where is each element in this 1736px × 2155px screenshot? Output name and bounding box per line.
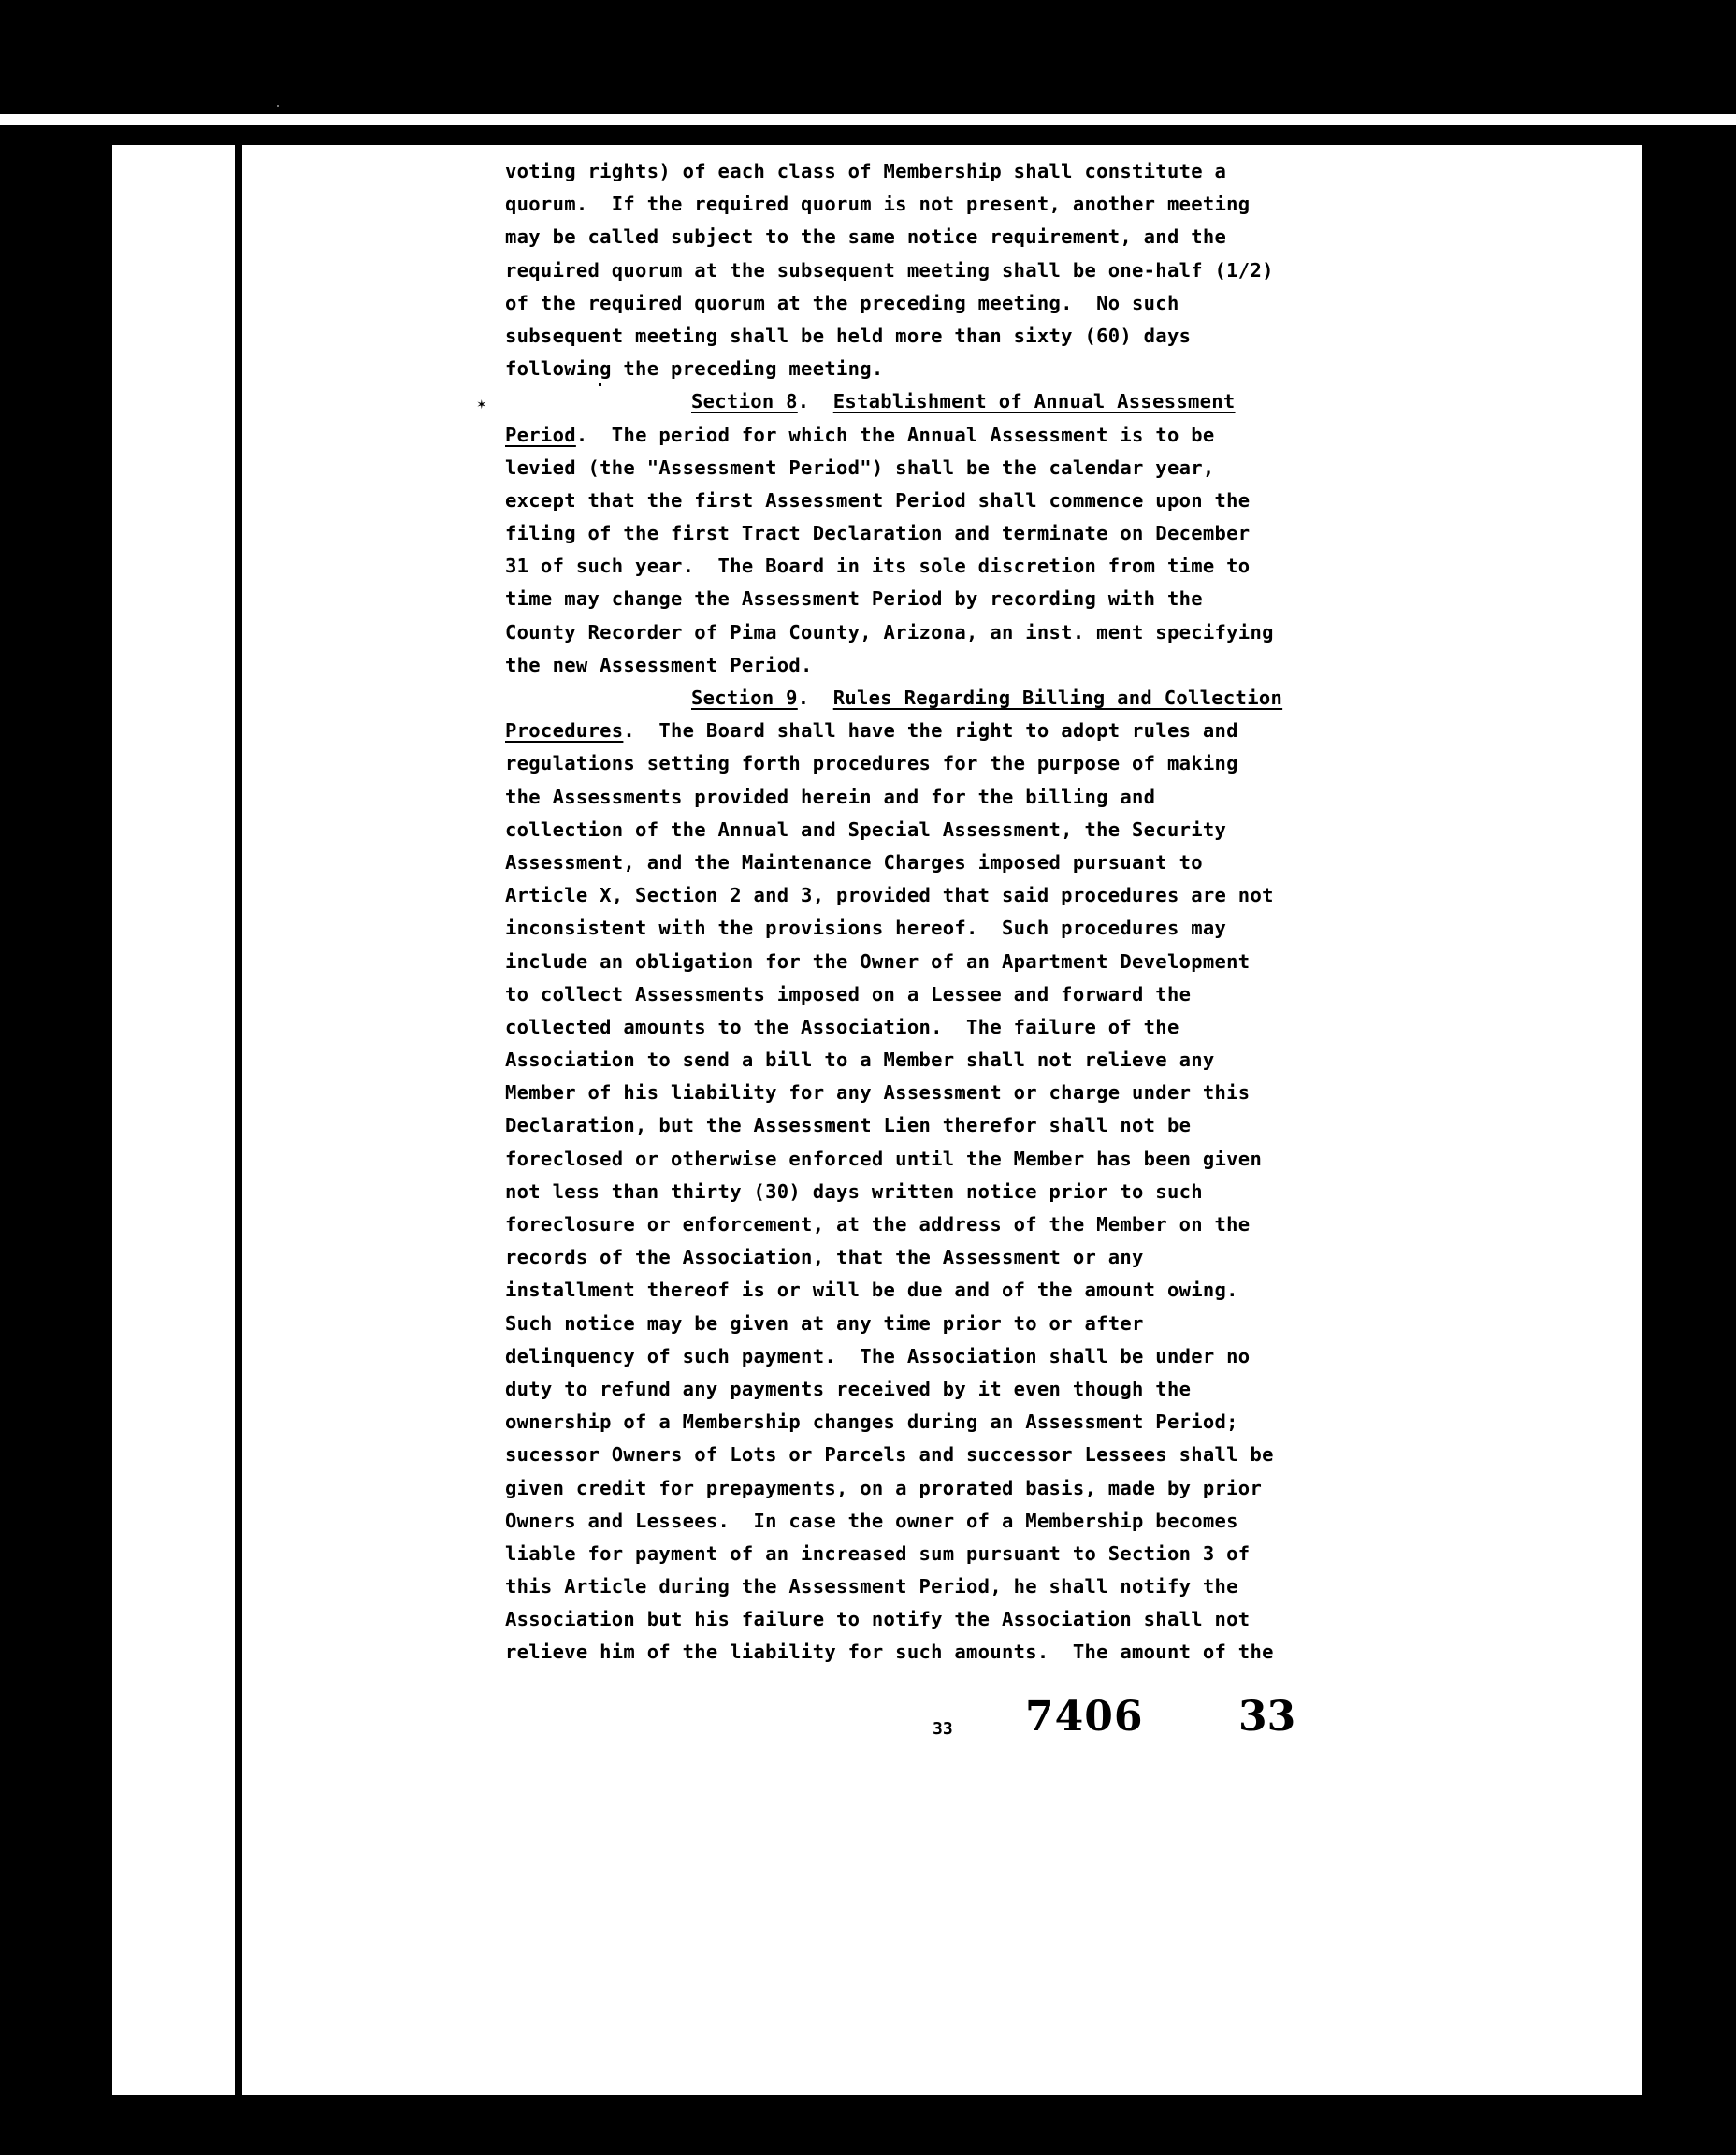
paragraph-quorum [505,155,1497,385]
text-line: Declaration, but the Assessment Lien therefor shall not be [505,1114,1192,1137]
text-line: this Article during the Assessment Period, he shall notify the [505,1575,1238,1598]
scan-speck [599,383,601,386]
section-8-heading-a: Establishment of Annual Assessment [832,390,1236,413]
text-line: to collect Assessments imposed on a Lessee and forward the [505,982,1192,1005]
text-line: ownership of a Membership changes during an Assessment Period; [505,1410,1238,1434]
text-line: Article X, Section 2 and 3, provided that said procedures are not [505,884,1274,907]
text-line: collected amounts to the Association. The failure of the [505,1015,1179,1038]
footer-small-number: 33 [933,1719,953,1739]
section-9-first-rest: The Board shall have the right to adopt rules and [635,719,1238,743]
text-line: subsequent meeting shall be held more than sixty (60) days [505,324,1192,347]
scan-speck [277,105,279,107]
section-9 [505,682,1497,1670]
text-line: records of the Association, that the Assessment or any [505,1246,1144,1269]
footer-book-number: 7406 [1025,1693,1144,1741]
section-8-heading-b: Period [505,423,576,446]
text-line: inconsistent with the provisions hereof. Such procedures may [505,917,1227,940]
text-line: Association to send a bill to a Member shall not relieve any [505,1049,1215,1072]
section-9-heading-b: Procedures [505,719,624,743]
section-9-label: Section 9 [691,687,798,709]
scan-speck [1397,4,1400,13]
text-line: quorum. If the required quorum is not present, another meeting [505,193,1251,216]
section-9-heading-line: Section 9. Rules Regarding Billing and Collection [691,687,1283,709]
text-line: the new Assessment Period. [505,653,813,676]
text-line: required quorum at the subsequent meeting shall be one-half (1/2) [505,258,1274,282]
text-line: given credit for prepayments, on a prorated basis, made by prior [505,1476,1263,1499]
section-8-first-line: Period. The period for which the Annual Assessment is to be [505,423,1215,446]
text-line: liable for payment of an increased sum pursuant to Section 3 of [505,1541,1251,1565]
text-line: duty to refund any payments received by it even though the [505,1377,1192,1400]
section-8-first-rest: The period for which the Annual Assessment is to be [587,423,1215,446]
top-black-band [0,0,1736,19]
section-9-first-line: Procedures. The Board shall have the right to adopt rules and [505,719,1238,743]
text-line: County Recorder of Pima County, Arizona, an inst. ment specifying [505,620,1274,644]
text-line: of the required quorum at the preceding meeting. No such [505,291,1179,314]
text-line: installment thereof is or will be due and of the amount owing. [505,1279,1238,1302]
text-line: foreclosure or enforcement, at the address of the Member on the [505,1213,1251,1236]
text-line: sucessor Owners of Lots or Parcels and successor Lessees shall be [505,1443,1274,1467]
text-line: Assessment, and the Maintenance Charges imposed pursuant to [505,850,1203,874]
text-line: Association but his failure to notify the Association shall not [505,1608,1251,1631]
text-line: may be called subject to the same notice requirement, and the [505,225,1227,249]
top-white-rule [0,114,1736,125]
section-8-heading-line: Section 8. Establishment of Annual Assessment [691,390,1236,413]
left-margin-bar [235,145,242,2095]
text-line: except that the first Assessment Period shall commence upon the [505,488,1251,512]
text-line: regulations setting forth procedures for the purpose of making [505,752,1238,775]
text-line: Owners and Lessees. In case the owner of a Membership becomes [505,1509,1238,1532]
text-line: not less than thirty (30) days written notice prior to such [505,1179,1203,1203]
text-line: filing of the first Tract Declaration and terminate on December [505,522,1251,545]
text-line: Such notice may be given at any time prior to or after [505,1311,1144,1335]
text-line: foreclosed or otherwise enforced until the Member has been given [505,1147,1263,1170]
document-body [505,155,1497,1670]
text-line: levied (the "Assessment Period") shall be the calendar year, [505,456,1215,479]
text-line: relieve him of the liability for such amounts. The amount of the [505,1641,1274,1664]
text-line: Member of his liability for any Assessment or charge under this [505,1081,1251,1105]
text-line: the Assessments provided herein and for the billing and [505,785,1156,808]
text-line: 31 of such year. The Board in its sole discretion from time to [505,555,1251,578]
margin-mark: ✶ [477,395,486,412]
text-line: delinquency of such payment. The Association shall be under no [505,1344,1251,1367]
section-8-label: Section 8 [691,390,798,413]
text-line: time may change the Assessment Period by recording with the [505,587,1203,611]
text-line: voting rights) of each class of Membership shall constitute a [505,160,1227,182]
text-line: following the preceding meeting. [505,357,884,381]
text-line: collection of the Annual and Special Assessment, the Security [505,817,1227,841]
text-line: include an obligation for the Owner of an Apartment Development [505,949,1251,973]
section-9-heading-a: Rules Regarding Billing and Collection [832,687,1283,709]
section-8 [505,385,1497,682]
footer-page-number: 33 [1238,1693,1296,1741]
